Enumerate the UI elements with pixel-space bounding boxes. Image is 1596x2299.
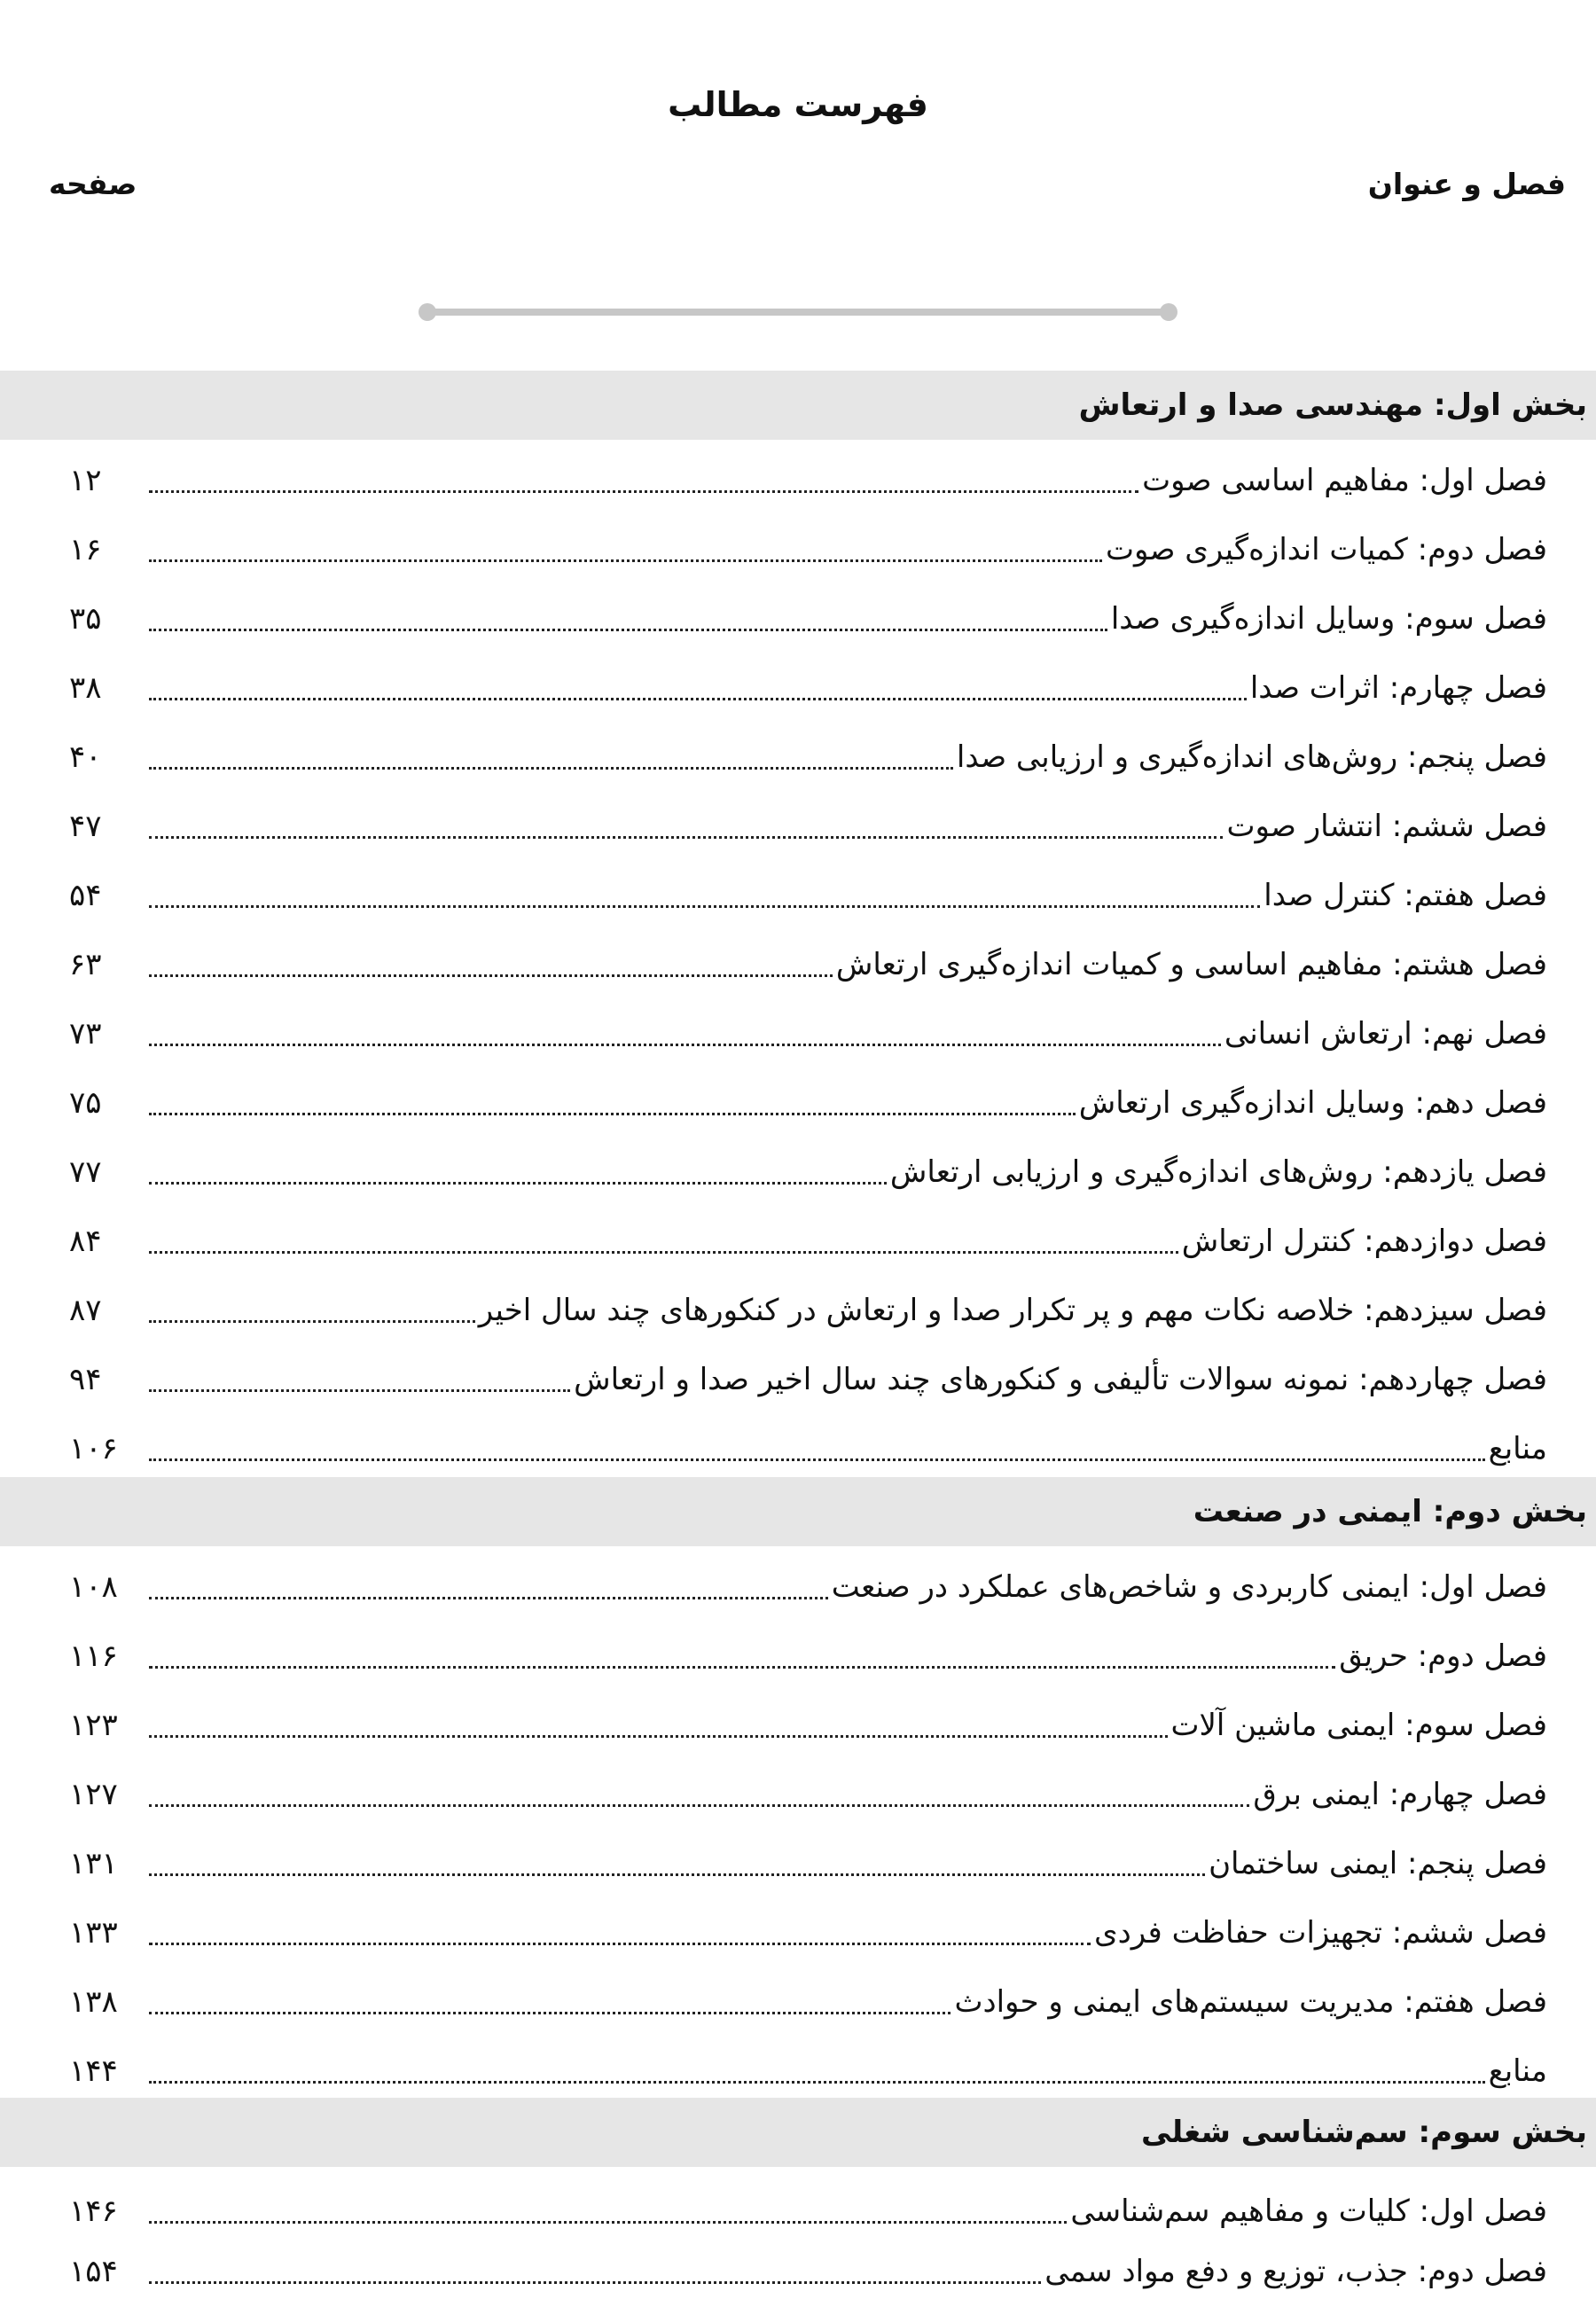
toc-entry[interactable] — [69, 934, 1547, 988]
entry-page-number: ۱۲۷ — [69, 1777, 118, 1812]
toc-entry[interactable] — [69, 1280, 1547, 1333]
toc-entry[interactable] — [69, 1764, 1547, 1818]
entry-title: فصل اول: مفاهیم اساسی صوت — [1142, 463, 1547, 498]
entry-title: فصل دوم: کمیات اندازه‌گیری صوت — [1106, 532, 1547, 567]
entry-title: فصل پنجم: ایمنی ساختمان — [1209, 1846, 1547, 1881]
dot-leader — [149, 490, 1138, 493]
entry-page-number: ۷۵ — [69, 1085, 102, 1121]
toc-entry[interactable] — [69, 1419, 1547, 1472]
decorative-divider — [424, 309, 1172, 316]
entry-title: فصل چهاردهم: نمونه سوالات تألیفی و کنکورهای چند سال اخیر صدا و ارتعاش — [574, 1362, 1547, 1397]
entry-page-number: ۱۲۳ — [69, 1708, 118, 1743]
entry-title: فصل دهم: وسایل اندازه‌گیری ارتعاش — [1078, 1085, 1547, 1121]
toc-entry[interactable] — [69, 520, 1547, 573]
entry-title: فصل سوم: وسایل اندازه‌گیری صدا — [1110, 601, 1547, 637]
dot-leader — [149, 1735, 1168, 1738]
entry-title: فصل دوازدهم: کنترل ارتعاش — [1181, 1224, 1547, 1259]
dot-leader — [149, 1320, 475, 1323]
divider-dot — [419, 303, 436, 321]
entry-page-number: ۱۵۴ — [69, 2254, 118, 2289]
toc-entry[interactable] — [69, 1972, 1547, 2025]
toc-entry[interactable] — [69, 1073, 1547, 1126]
dot-leader — [149, 1044, 1221, 1046]
dot-leader — [149, 836, 1223, 839]
entry-title: فصل سوم: ایمنی ماشین آلات — [1170, 1708, 1547, 1743]
toc-entry[interactable] — [69, 450, 1547, 504]
entry-title: فصل سیزدهم: خلاصه نکات مهم و پر تکرار صدا و ارتعاش در کنکورهای چند سال اخیر — [478, 1293, 1547, 1328]
toc-entry[interactable] — [69, 727, 1547, 780]
toc-entry[interactable] — [69, 1557, 1547, 1610]
entry-title: فصل یازدهم: روش‌های اندازه‌گیری و ارزیابی ارتعاش — [889, 1154, 1547, 1190]
dot-leader — [149, 2281, 1041, 2284]
dot-leader — [149, 905, 1260, 908]
dot-leader — [149, 974, 833, 977]
entry-title: فصل چهارم: ایمنی برق — [1253, 1777, 1547, 1812]
entry-page-number: ۴۷ — [69, 809, 102, 844]
dot-leader — [149, 2012, 951, 2014]
entry-title: فصل ششم: انتشار صوت — [1226, 809, 1547, 844]
entry-title: فصل هفتم: مدیریت سیستم‌های ایمنی و حوادث — [954, 1984, 1547, 2020]
toc-entry[interactable] — [69, 1349, 1547, 1403]
dot-leader — [149, 698, 1247, 700]
entry-title: فصل پنجم: روش‌های اندازه‌گیری و ارزیابی صدا — [956, 739, 1547, 775]
toc-entry[interactable] — [69, 1834, 1547, 1887]
divider-dot — [1160, 303, 1177, 321]
toc-entry[interactable] — [69, 796, 1547, 849]
entry-page-number: ۸۴ — [69, 1224, 102, 1259]
toc-entry[interactable] — [69, 1211, 1547, 1264]
entry-page-number: ۱۳۸ — [69, 1984, 118, 2020]
entry-title: فصل اول: کلیات و مفاهیم سم‌شناسی — [1070, 2193, 1547, 2229]
entry-title: فصل ششم: تجهیزات حفاظت فردی — [1094, 1915, 1547, 1951]
section-header — [0, 1477, 1596, 1546]
section-title: بخش اول: مهندسی صدا و ارتعاش — [1078, 387, 1587, 423]
section-title: بخش سوم: سم‌شناسی شغلی — [1140, 2115, 1587, 2150]
toc-entry[interactable] — [69, 2241, 1547, 2295]
toc-entry[interactable] — [69, 1004, 1547, 1057]
section-header — [0, 2098, 1596, 2167]
column-heading-page: صفحه — [49, 167, 137, 201]
dot-leader — [149, 1458, 1485, 1461]
entry-title: فصل هشتم: مفاهیم اساسی و کمیات اندازه‌گیری ارتعاش — [835, 947, 1547, 982]
toc-entry[interactable] — [69, 1695, 1547, 1748]
toc-entry[interactable] — [69, 1142, 1547, 1195]
dot-leader — [149, 1943, 1091, 1945]
entry-page-number: ۳۵ — [69, 601, 102, 637]
entry-title: فصل اول: ایمنی کاربردی و شاخص‌های عملکرد در صنعت — [831, 1569, 1547, 1605]
entry-title: فصل نهم: ارتعاش انسانی — [1224, 1016, 1547, 1052]
entry-page-number: ۹۴ — [69, 1362, 102, 1397]
entry-page-number: ۱۳۳ — [69, 1915, 118, 1951]
dot-leader — [149, 1389, 570, 1392]
column-heading-chapter: فصل و عنوان — [1367, 167, 1566, 201]
entry-title: منابع — [1488, 1431, 1547, 1466]
entry-page-number: ۱۴۶ — [69, 2193, 118, 2229]
dot-leader — [149, 559, 1102, 562]
entry-page-number: ۱۰۶ — [69, 1431, 118, 1466]
entry-title: منابع — [1488, 2053, 1547, 2089]
toc-entry[interactable] — [69, 1626, 1547, 1679]
entry-page-number: ۱۱۶ — [69, 1638, 118, 1674]
dot-leader — [149, 1873, 1205, 1876]
dot-leader — [149, 1113, 1076, 1115]
entry-page-number: ۱۴۴ — [69, 2053, 118, 2089]
entry-page-number: ۱۳۱ — [69, 1846, 118, 1881]
entry-page-number: ۷۷ — [69, 1154, 102, 1190]
entry-page-number: ۱۶ — [69, 532, 102, 567]
dot-leader — [149, 1804, 1249, 1807]
dot-leader — [149, 767, 953, 770]
toc-entry[interactable] — [69, 2181, 1547, 2234]
entry-page-number: ۸۷ — [69, 1293, 102, 1328]
entry-title: فصل چهارم: اثرات صدا — [1249, 670, 1547, 706]
toc-entry[interactable] — [69, 589, 1547, 642]
dot-leader — [149, 629, 1107, 631]
entry-title: فصل دوم: حریق — [1339, 1638, 1547, 1674]
dot-leader — [149, 1666, 1335, 1669]
page-title: فهرست مطالب — [668, 85, 928, 124]
entry-page-number: ۳۸ — [69, 670, 102, 706]
entry-page-number: ۷۳ — [69, 1016, 102, 1052]
toc-entry[interactable] — [69, 658, 1547, 711]
toc-entry[interactable] — [69, 1903, 1547, 1956]
section-header — [0, 371, 1596, 440]
dot-leader — [149, 1182, 887, 1185]
section-title: بخش دوم: ایمنی در صنعت — [1193, 1494, 1587, 1529]
entry-page-number: ۶۳ — [69, 947, 102, 982]
toc-entry[interactable] — [69, 2041, 1547, 2094]
dot-leader — [149, 1251, 1178, 1254]
dot-leader — [149, 1597, 828, 1599]
dot-leader — [149, 2221, 1067, 2224]
toc-entry[interactable] — [69, 865, 1547, 919]
entry-title: فصل هفتم: کنترل صدا — [1264, 878, 1547, 913]
entry-page-number: ۴۰ — [69, 739, 102, 775]
entry-page-number: ۵۴ — [69, 878, 102, 913]
entry-title: فصل دوم: جذب، توزیع و دفع مواد سمی — [1044, 2254, 1547, 2289]
entry-page-number: ۱۲ — [69, 463, 102, 498]
entry-page-number: ۱۰۸ — [69, 1569, 118, 1605]
dot-leader — [149, 2081, 1485, 2084]
